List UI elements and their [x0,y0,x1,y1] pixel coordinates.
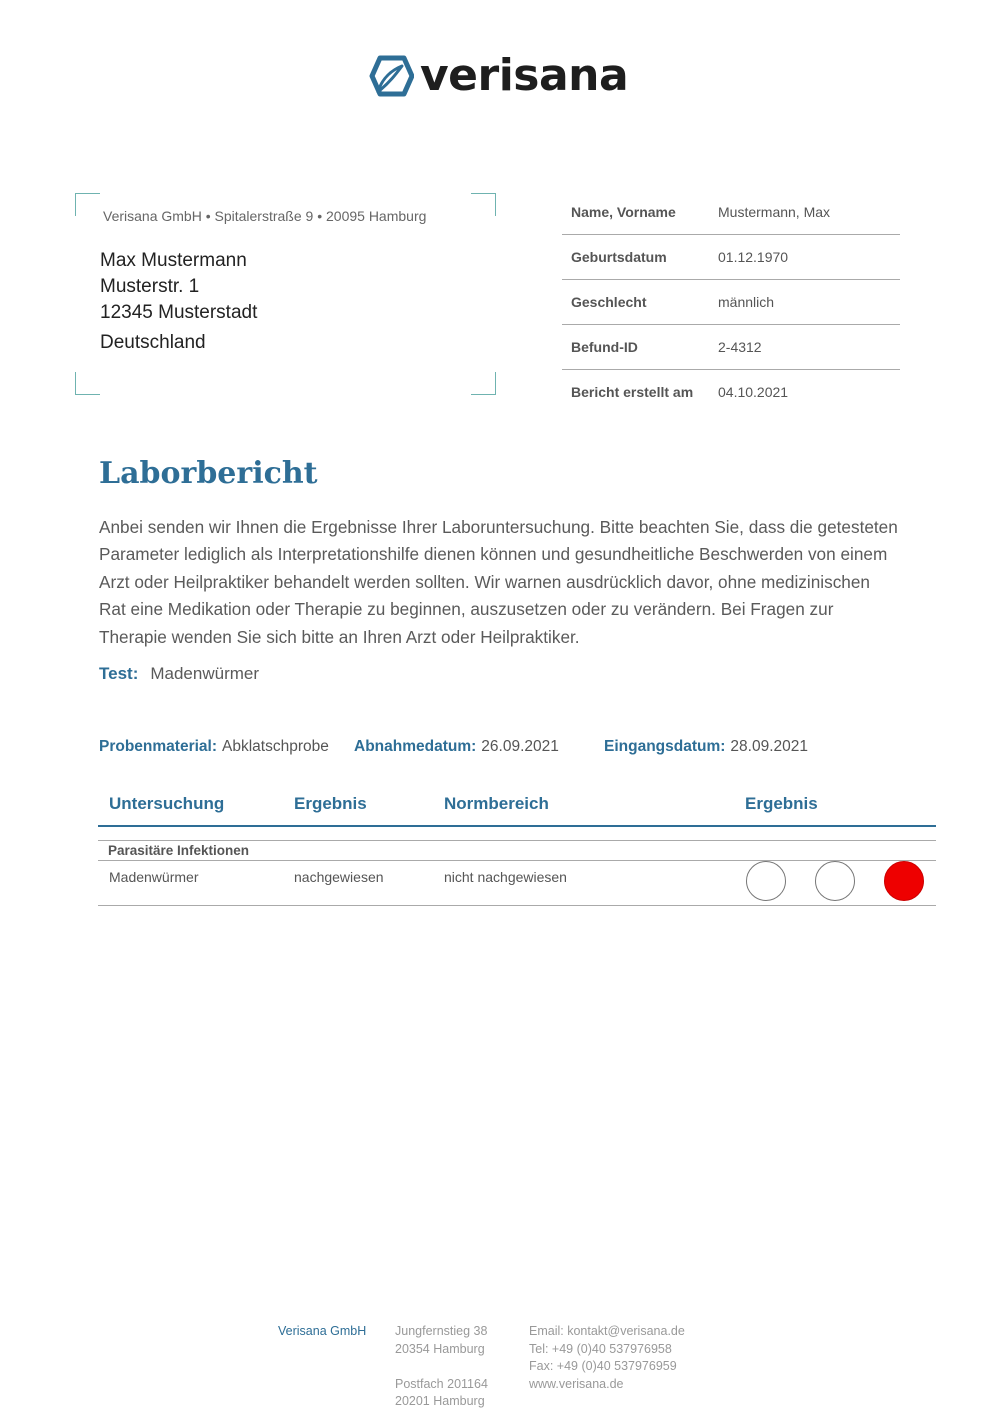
footer-contact [529,1323,685,1393]
indicator-circle-1 [746,861,786,901]
meta-value: 28.09.2021 [730,738,808,755]
intro-text: Anbei senden wir Ihnen die Ergebnisse Ihrer Laboruntersuchung. Bitte beachten Sie, dass die getesteten Parameter lediglich als Interpretationshilfe dienen können und gesundheitliche Beschwerden von einem Arzt oder Heilpraktiker behandelt werden sollten. Wir warnen ausdrücklich davor, ohne medizinischen Rat eine Medikation oder Therapie zu beginnen, auszusetzen oder zu verändern. Bei Fragen zur Therapie wenden Sie sich bitte an Ihren Arzt oder Heilpraktiker. [99,517,898,647]
footer-address-line: Jungfernstieg 38 [395,1324,488,1338]
address-window-corner [471,372,496,395]
meta-label: Abnahmedatum: [354,738,477,755]
footer-website: www.verisana.de [529,1376,624,1391]
results-header [98,785,936,827]
meta-value: 26.09.2021 [481,738,559,755]
address-window-corner [75,193,100,216]
brand-logo [366,52,628,100]
info-row [562,190,900,235]
footer-address [395,1323,488,1411]
info-label: Bericht erstellt am [571,384,694,400]
footer-address-line: Postfach 201164 [395,1376,488,1391]
header-normbereich: Normbereich [444,794,549,813]
info-value: 04.10.2021 [718,384,789,400]
sender-line: Verisana GmbH • Spitalerstraße 9 • 20095 Hamburg [103,208,427,224]
patient-info-table [562,190,900,414]
recipient-city: 12345 Musterstadt [100,302,258,323]
meta-label: Probenmaterial: [99,738,218,755]
info-label: Geburtsdatum [571,249,667,265]
meta-probenmaterial [99,738,329,756]
recipient-address [100,248,257,356]
recipient-country: Deutschland [100,332,206,353]
address-window-corner [75,372,100,395]
meta-label: Eingangsdatum: [604,738,726,755]
header-ergebnis-visual: Ergebnis [745,794,818,813]
footer-email: Email: kontakt@verisana.de [529,1324,685,1338]
header-ergebnis: Ergebnis [294,794,367,813]
meta-abnahmedatum [354,738,559,756]
footer-company: Verisana GmbH [278,1324,367,1338]
meta-value: Abklatschprobe [222,738,329,755]
info-value: 2-4312 [718,339,762,355]
test-label: Test: [99,664,139,683]
info-row [562,280,900,325]
header-untersuchung: Untersuchung [109,794,225,813]
test-line [99,664,259,684]
section-row [98,841,936,861]
page-title: Laborbericht [99,456,318,491]
info-row [562,370,900,414]
recipient-name: Max Mustermann [100,250,247,271]
brand-name: verisana [420,50,629,101]
info-row [562,325,900,370]
info-value: 01.12.1970 [718,249,789,265]
info-value: Mustermann, Max [718,204,831,220]
info-label: Befund-ID [571,339,638,355]
hexagon-leaf-icon [366,52,414,100]
section-label: Parasitäre Infektionen [108,843,250,858]
footer-phone: Tel: +49 (0)40 537976958 [529,1341,672,1356]
results-table [98,785,936,906]
indicator-circle-3 [884,861,924,901]
info-label: Geschlecht [571,294,647,310]
cell-normbereich: nicht nachgewiesen [444,869,567,885]
cell-untersuchung: Madenwürmer [109,869,199,885]
recipient-street: Musterstr. 1 [100,276,200,297]
meta-eingangsdatum [604,738,808,756]
table-spacer [98,827,936,841]
footer-address-line: 20354 Hamburg [395,1341,485,1356]
table-row [98,861,936,906]
test-value: Madenwürmer [150,664,260,683]
address-window-corner [471,193,496,216]
footer-address-spacer [395,1358,488,1376]
info-row [562,235,900,280]
footer-address-line: 20201 Hamburg [395,1394,485,1408]
indicator-circle-2 [815,861,855,901]
info-label: Name, Vorname [571,204,676,220]
footer-fax: Fax: +49 (0)40 537976959 [529,1359,677,1373]
cell-ergebnis: nachgewiesen [294,869,384,885]
info-value: männlich [718,294,775,310]
